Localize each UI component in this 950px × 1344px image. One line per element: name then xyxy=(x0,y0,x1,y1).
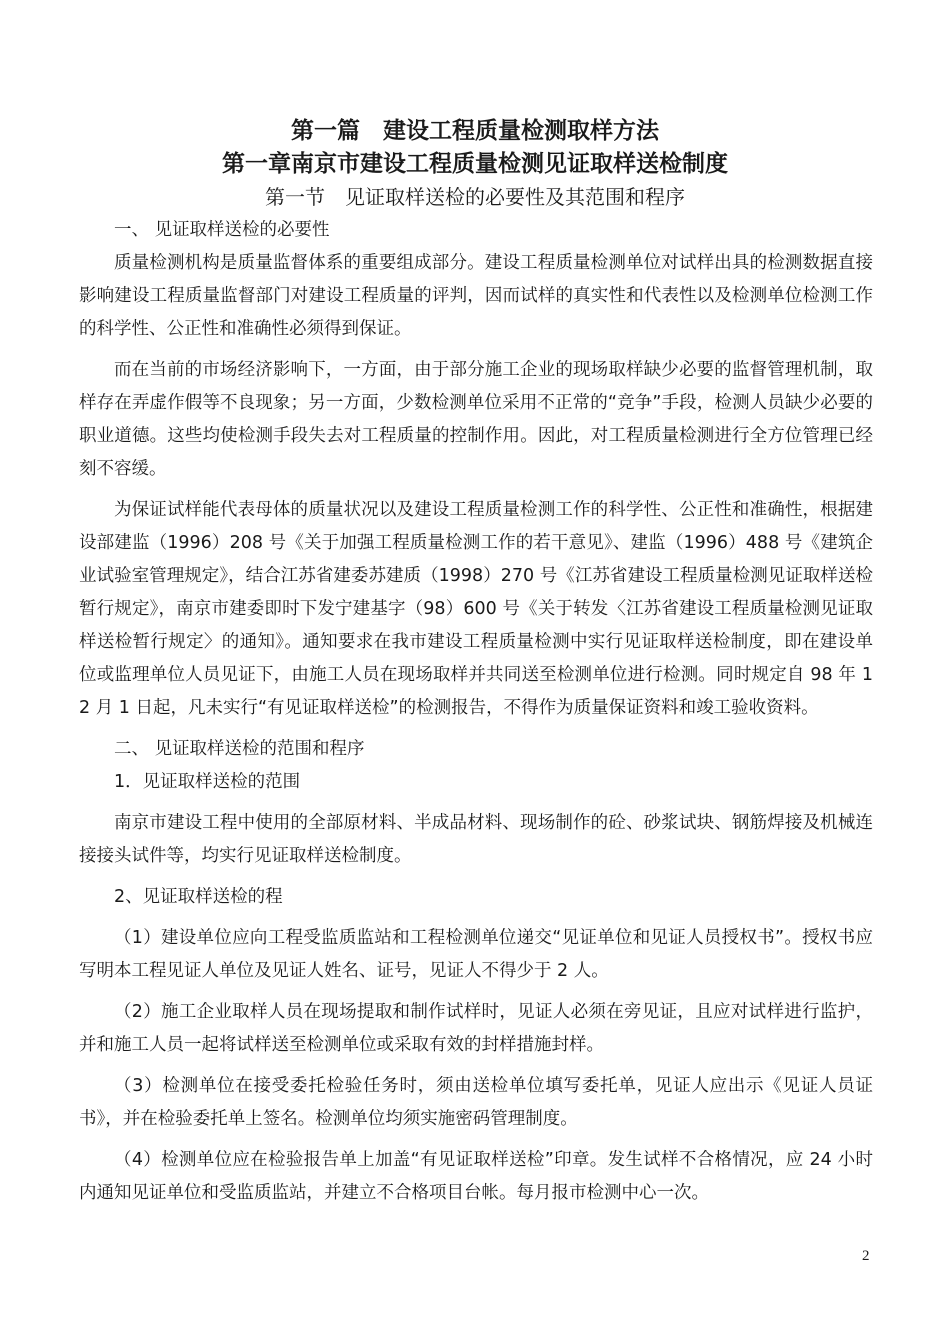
paragraph-7: （3）检测单位在接受委托检验任务时，须由送检单位填写委托单，见证人应出示《见证人员证书》，并在检验委托单上签名。检测单位均须实施密码管理制度。 xyxy=(79,1076,873,1129)
paragraph-2: 而在当前的市场经济影响下，一方面，由于部分施工企业的现场取样缺少必要的监督管理机制，取样存在弄虚作假等不良现象；另一方面，少数检测单位采用不正常的“竞争”手段，检测人员缺少必要的职业道德。这些均使检测手段失去对工程质量的控制作用。因此，对工程质量检测进行全方位管理已经刻不容缓。 xyxy=(79,360,873,479)
section-title: 第一节 见证取样送检的必要性及其范围和程序 xyxy=(265,185,685,209)
paragraph-8: （4）检测单位应在检验报告单上加盖“有见证取样送检”印章。发生试样不合格情况，应 24 小时内通知见证单位和受监质监站，并建立不合格项目台帐。每月报市检测中心一次。 xyxy=(79,1150,873,1203)
subheading-procedure: 2、见证取样送检的程 xyxy=(114,887,283,907)
paragraph-6: （2）施工企业取样人员在现场提取和制作试样时，见证人必须在旁见证，且应对试样进行监护，并和施工人员一起将试样送至检测单位或采取有效的封样措施封样。 xyxy=(79,1002,873,1055)
heading-necessity: 一、 见证取样送检的必要性 xyxy=(114,220,330,240)
document-body xyxy=(79,214,873,1218)
paragraph-3: 为保证试样能代表母体的质量状况以及建设工程质量检测工作的科学性、公正性和准确性，根据建设部建监（1996）208 号《关于加强工程质量检测工作的若干意见》、建监（1996）488 号《建筑企业试验室管理规定》，结合江苏省建委苏建质（1998）270 号《江苏省建设工程质量检测见证取样送检暂行规定》，南京市建委即时下发宁建基字（98）600 号《关于转发〈江苏省建设工程质量检测见证取样送检暂行规定〉的通知》。通知要求在我市建设工程质量检测中实行见证取样送检制度，即在建设单位或监理单位人员见证下，由施工人员在现场取样并共同送至检测单位进行检测。同时规定自 98 年 12 月 1 日起，凡未实行“有见证取样送检”的检测报告，不得作为质量保证资料和竣工验收资料。 xyxy=(79,500,873,718)
heading-scope-procedure: 二、 见证取样送检的范围和程序 xyxy=(114,739,365,759)
paragraph-1: 质量检测机构是质量监督体系的重要组成部分。建设工程质量检测单位对试样出具的检测数据直接影响建设工程质量监督部门对建设工程质量的评判，因而试样的真实性和代表性以及检测单位检测工作的科学性、公正性和准确性必须得到保证。 xyxy=(79,253,873,339)
page-number: 2 xyxy=(862,1248,870,1264)
paragraph-4: 南京市建设工程中使用的全部原材料、半成品材料、现场制作的砼、砂浆试块、钢筋焊接及机械连接接头试件等，均实行见证取样送检制度。 xyxy=(79,813,873,866)
subheading-scope: 1．见证取样送检的范围 xyxy=(114,772,301,792)
chapter-title: 第一章南京市建设工程质量检测见证取样送检制度 xyxy=(222,151,728,177)
paragraph-5: （1）建设单位应向工程受监质监站和工程检测单位递交“见证单位和见证人员授权书”。授权书应写明本工程见证人单位及见证人姓名、证号，见证人不得少于 2 人。 xyxy=(79,928,873,981)
part-title: 第一篇 建设工程质量检测取样方法 xyxy=(291,118,659,144)
